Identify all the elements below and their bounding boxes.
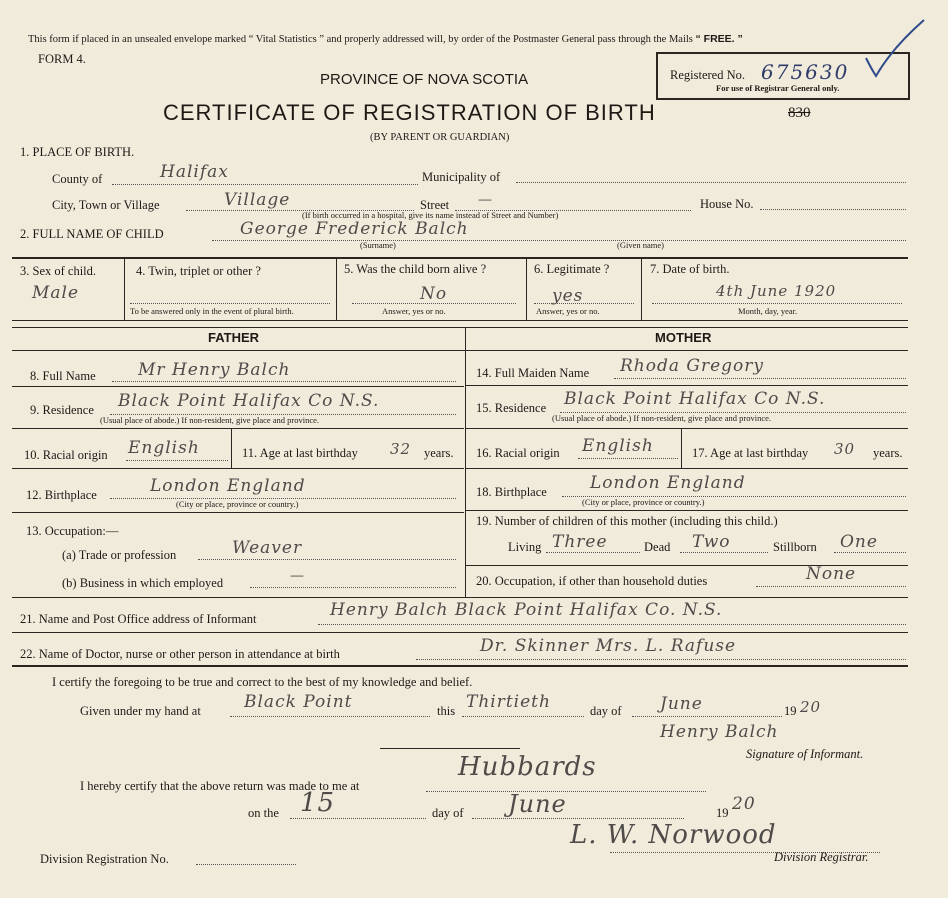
division-number-line <box>196 864 296 865</box>
father-birthplace-value: London England <box>150 476 306 496</box>
house-line <box>760 209 906 210</box>
county-line <box>112 184 418 185</box>
child-name-label: 2. FULL NAME OF CHILD <box>20 227 164 241</box>
rule <box>12 512 464 513</box>
certificate-title: CERTIFICATE OF REGISTRATION OF BIRTH <box>163 100 656 125</box>
informant-label: 21. Name and Post Office address of Informant <box>20 612 257 626</box>
this-label: this <box>437 704 456 718</box>
on-line <box>290 818 426 819</box>
rule <box>466 428 908 429</box>
certificate-subtitle: (BY PARENT OR GUARDIAN) <box>370 132 510 143</box>
house-label: House No. <box>700 197 754 211</box>
certify-month-value: June <box>660 694 703 714</box>
alive-note: Answer, yes or no. <box>382 306 446 316</box>
rule <box>12 386 464 387</box>
dead-value: Two <box>692 532 731 552</box>
sex-value: Male <box>32 283 80 303</box>
mother-residence-label: 15. Residence <box>476 401 547 415</box>
occupation-heading: 13. Occupation:— <box>26 524 119 538</box>
mother-heading: MOTHER <box>655 330 712 345</box>
mother-race-label: 16. Racial origin <box>476 446 560 460</box>
father-years: years. <box>424 446 454 460</box>
divider <box>231 428 232 468</box>
child-name-line <box>212 240 906 241</box>
rule <box>12 632 908 633</box>
registrar-statement: I hereby certify that the above return was made to me at <box>80 779 360 793</box>
stillborn-label: Stillborn <box>773 540 817 554</box>
mother-name-value: Rhoda Gregory <box>620 356 765 376</box>
rule <box>12 468 464 469</box>
mother-occupation-line <box>756 586 906 587</box>
street-value: — <box>478 192 493 208</box>
certify-year-prefix: 19 <box>784 704 797 718</box>
on-label: on the <box>248 806 279 820</box>
informant-line <box>318 624 906 625</box>
rule <box>466 510 908 511</box>
legitimate-line <box>534 303 634 304</box>
divider <box>526 258 527 320</box>
informant-value: Henry Balch Black Point Halifax Co. N.S. <box>330 600 723 620</box>
registrar-month-line <box>472 818 684 819</box>
rule <box>466 385 908 386</box>
division-number-label: Division Registration No. <box>40 852 169 866</box>
rule <box>12 665 908 667</box>
province-heading: PROVINCE OF NOVA SCOTIA <box>320 71 529 88</box>
mother-race-line <box>578 458 678 459</box>
twin-note: To be answered only in the event of plural birth. <box>130 306 294 316</box>
on-value: 15 <box>300 788 336 818</box>
mother-occupation-value: None <box>806 564 857 584</box>
father-age-label: 11. Age at last birthday <box>242 446 358 460</box>
birth-date-value: 4th June 1920 <box>716 282 837 300</box>
trade-line <box>198 559 456 560</box>
business-line <box>250 587 456 588</box>
dead-line <box>680 552 768 553</box>
birth-date-line <box>652 303 902 304</box>
trade-label: (a) Trade or profession <box>62 548 177 562</box>
father-age-value: 32 <box>390 440 412 458</box>
doctor-label: 22. Name of Doctor, nurse or other person in attendance at birth <box>20 647 340 661</box>
mother-age-value: 30 <box>834 440 856 458</box>
birth-date-note: Month, day, year. <box>738 306 798 316</box>
father-birthplace-label: 12. Birthplace <box>26 488 97 502</box>
mother-name-label: 14. Full Maiden Name <box>476 366 590 380</box>
divider <box>681 428 682 468</box>
legitimate-note: Answer, yes or no. <box>536 306 600 316</box>
doctor-value: Dr. Skinner Mrs. L. Rafuse <box>480 636 737 656</box>
county-value: Halifax <box>160 162 229 182</box>
rule <box>380 748 520 749</box>
informant-signature: Henry Balch <box>660 722 779 742</box>
mother-age-label: 17. Age at last birthday <box>692 446 809 460</box>
given-note: (Given name) <box>617 240 664 250</box>
doctor-line <box>416 659 906 660</box>
father-heading: FATHER <box>208 330 260 345</box>
surname-note: (Surname) <box>360 240 396 250</box>
alive-label: 5. Was the child born alive ? <box>344 262 487 276</box>
hospital-note: (If birth occurred in a hospital, give its name instead of Street and Number) <box>302 210 559 220</box>
business-label: (b) Business in which employed <box>62 576 224 590</box>
father-race-label: 10. Racial origin <box>24 448 108 462</box>
certify-day-label: day of <box>590 704 622 718</box>
certify-month-line <box>632 716 782 717</box>
father-birthplace-note: (City or place, province or country.) <box>176 499 299 509</box>
divider <box>641 258 642 320</box>
registered-number: 675630 <box>761 60 850 84</box>
registrar-note: For use of Registrar General only. <box>716 83 840 93</box>
given-line <box>230 716 430 717</box>
father-race-line <box>126 460 228 461</box>
living-label: Living <box>508 540 542 554</box>
living-line <box>546 552 640 553</box>
father-residence-note: (Usual place of abode.) If non-resident, give place and province. <box>100 415 320 425</box>
city-label: City, Town or Village <box>52 198 160 212</box>
rule <box>12 327 908 328</box>
birth-date-label: 7. Date of birth. <box>650 262 730 276</box>
rule <box>12 320 908 321</box>
this-line <box>462 716 584 717</box>
mother-occupation-label: 20. Occupation, if other than household duties <box>476 574 708 588</box>
mother-birthplace-label: 18. Birthplace <box>476 485 547 499</box>
mother-birthplace-note: (City or place, province or country.) <box>582 497 705 507</box>
sex-label: 3. Sex of child. <box>20 264 97 278</box>
informant-signature-label: Signature of Informant. <box>746 747 864 761</box>
dead-label: Dead <box>644 540 671 554</box>
business-value: — <box>290 568 305 584</box>
registrar-month-value: June <box>508 790 567 818</box>
rule <box>12 257 908 259</box>
father-name-value: Mr Henry Balch <box>138 360 291 380</box>
rule <box>12 350 908 351</box>
struck-number: 830 <box>788 105 811 121</box>
rule <box>12 428 464 429</box>
registrar-year-prefix: 19 <box>716 806 729 820</box>
father-name-line <box>112 381 456 382</box>
certify-statement: I certify the foregoing to be true and correct to the best of my knowledge and belief. <box>52 675 473 689</box>
mother-race-value: English <box>582 436 654 456</box>
mother-residence-note: (Usual place of abode.) If non-resident, give place and province. <box>552 413 772 423</box>
mother-birthplace-value: London England <box>590 473 746 493</box>
registrar-signature-label: Division Registrar. <box>774 850 869 864</box>
twin-line <box>130 303 330 304</box>
form-number: FORM 4. <box>38 52 86 66</box>
municipality-line <box>516 182 906 183</box>
mother-years: years. <box>873 446 903 460</box>
legitimate-label: 6. Legitimate ? <box>534 262 610 276</box>
mailing-notice: This form if placed in an unsealed envelope marked “ Vital Statistics ” and properly addressed will, by order of the Postmaster General pass through the Mails “ FREE. ” <box>28 33 743 45</box>
divider <box>336 258 337 320</box>
this-value: Thirtieth <box>466 692 551 712</box>
place-of-birth-heading: 1. PLACE OF BIRTH. <box>20 145 135 159</box>
trade-value: Weaver <box>232 538 303 558</box>
divider <box>124 258 125 320</box>
registrar-day-label: day of <box>432 806 464 820</box>
stillborn-line <box>834 552 906 553</box>
child-name-value: George Frederick Balch <box>240 219 469 239</box>
given-value: Black Point <box>244 692 353 712</box>
father-race-value: English <box>128 438 200 458</box>
certify-year-value: 20 <box>800 698 822 716</box>
children-count-label: 19. Number of children of this mother (including this child.) <box>476 514 778 528</box>
alive-value: No <box>420 284 448 304</box>
given-label: Given under my hand at <box>80 704 201 718</box>
check-mark <box>858 18 928 78</box>
rule <box>12 597 908 598</box>
father-residence-label: 9. Residence <box>30 403 94 417</box>
rule <box>466 468 908 469</box>
county-label: County of <box>52 172 103 186</box>
twin-label: 4. Twin, triplet or other ? <box>136 264 261 278</box>
father-name-label: 8. Full Name <box>30 369 96 383</box>
legitimate-value: yes <box>552 286 584 306</box>
center-divider <box>465 327 466 597</box>
stillborn-value: One <box>840 532 878 552</box>
registrar-signature: L. W. Norwood <box>570 820 777 850</box>
municipality-label: Municipality of <box>422 170 501 184</box>
living-value: Three <box>552 532 608 552</box>
registered-label: Registered No. <box>670 68 745 82</box>
registrar-place-value: Hubbards <box>458 752 597 782</box>
father-residence-value: Black Point Halifax Co N.S. <box>118 391 380 411</box>
street-label: Street <box>420 198 450 212</box>
mother-name-line <box>614 378 906 379</box>
city-value: Village <box>224 190 291 210</box>
mother-residence-value: Black Point Halifax Co N.S. <box>564 389 826 409</box>
registrar-year-value: 20 <box>732 794 756 814</box>
